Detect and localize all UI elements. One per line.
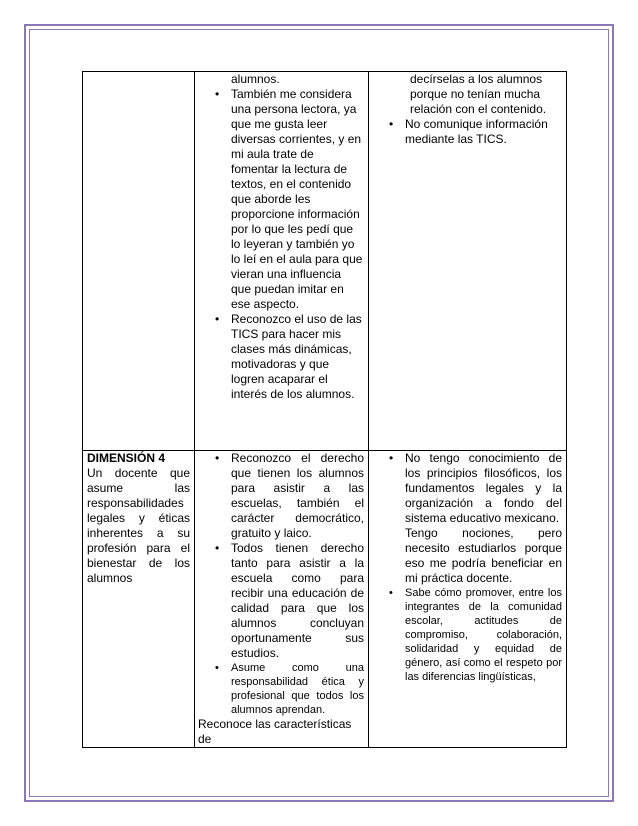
list-item: • Reconozco el uso de las TICS para hacer mis clases más dinámicas, motivadoras y que logren acaparar el interés de los alumnos. [199, 312, 364, 402]
row2-weaknesses-list [373, 451, 562, 526]
row1-weaknesses-continuation: decírselas a los alumnos porque no tenían mucha relación con el contenido. [410, 72, 547, 116]
row2-weaknesses-list-2 [373, 586, 562, 684]
dimension-description [87, 466, 190, 586]
row2-weaknesses-paragraph: Tengo nociones, pero necesito estudiarlos porque eso me podría beneficiar en mi práctica docente. [405, 526, 562, 585]
dimension-title: DIMENSIÓN 4 [87, 451, 166, 465]
row2-dimension-cell [83, 451, 195, 748]
list-item: • Sabe cómo promover, entre los integrantes de la comunidad escolar, actitudes de compromiso, colaboración, solidaridad y equidad de género, así como el respeto por las diferencias lingüísticas, [373, 586, 562, 684]
row2-weaknesses-cell [369, 451, 567, 748]
dimension-line: legales y éticas [87, 511, 190, 525]
table-row [83, 72, 567, 451]
dimension-line: responsabilidades [87, 496, 184, 510]
row2-strengths-cell [195, 451, 369, 748]
dimension-line: profesión para el [87, 541, 190, 555]
list-item: • Reconozco el derecho que tienen los alumnos para asistir a las escuelas, también el carácter democrático, gratuito y laico. [199, 451, 364, 541]
dimension-line: inherentes a su [87, 526, 190, 540]
row1-strengths-list [199, 87, 364, 402]
row1-weaknesses-cell [369, 72, 567, 451]
dimension-line: Un docente que [87, 466, 190, 480]
row2-strengths-trailing: Reconoce las características de [198, 717, 352, 746]
row2-strengths-list [199, 451, 364, 717]
list-item: • No comunique información mediante las TICS. [373, 117, 562, 147]
row1-strengths-continuation: alumnos. [231, 72, 280, 86]
row1-strengths-cell [195, 72, 369, 451]
list-item: • No tengo conocimiento de los principios filosóficos, los fundamentos legales y la organización a fondo del sistema educativo mexicano. [373, 451, 562, 526]
list-item: • También me considera una persona lectora, ya que me gusta leer diversas corrientes, y en mi aula trate de fomentar la lectura de textos, en el contenido que aborde les proporcione información por lo que les pedí que lo leyeran y también yo lo leí en el aula para que vieran una influencia que puedan imitar en ese aspecto. [199, 87, 364, 312]
evaluation-table [82, 71, 567, 748]
dimension-line: asume las [87, 481, 190, 495]
dimension-line: alumnos [87, 571, 133, 585]
table-row [83, 451, 567, 748]
dimension-line: bienestar de los [87, 556, 190, 570]
list-item: • Asume como una responsabilidad ética y profesional que todos los alumnos aprendan. [199, 661, 364, 717]
row1-dimension-cell [83, 72, 195, 451]
row1-weaknesses-list [373, 117, 562, 147]
list-item: • Todos tienen derecho tanto para asistir a la escuela como para recibir una educación de calidad para que los alumnos concluyan oportunamente sus estudios. [199, 541, 364, 661]
